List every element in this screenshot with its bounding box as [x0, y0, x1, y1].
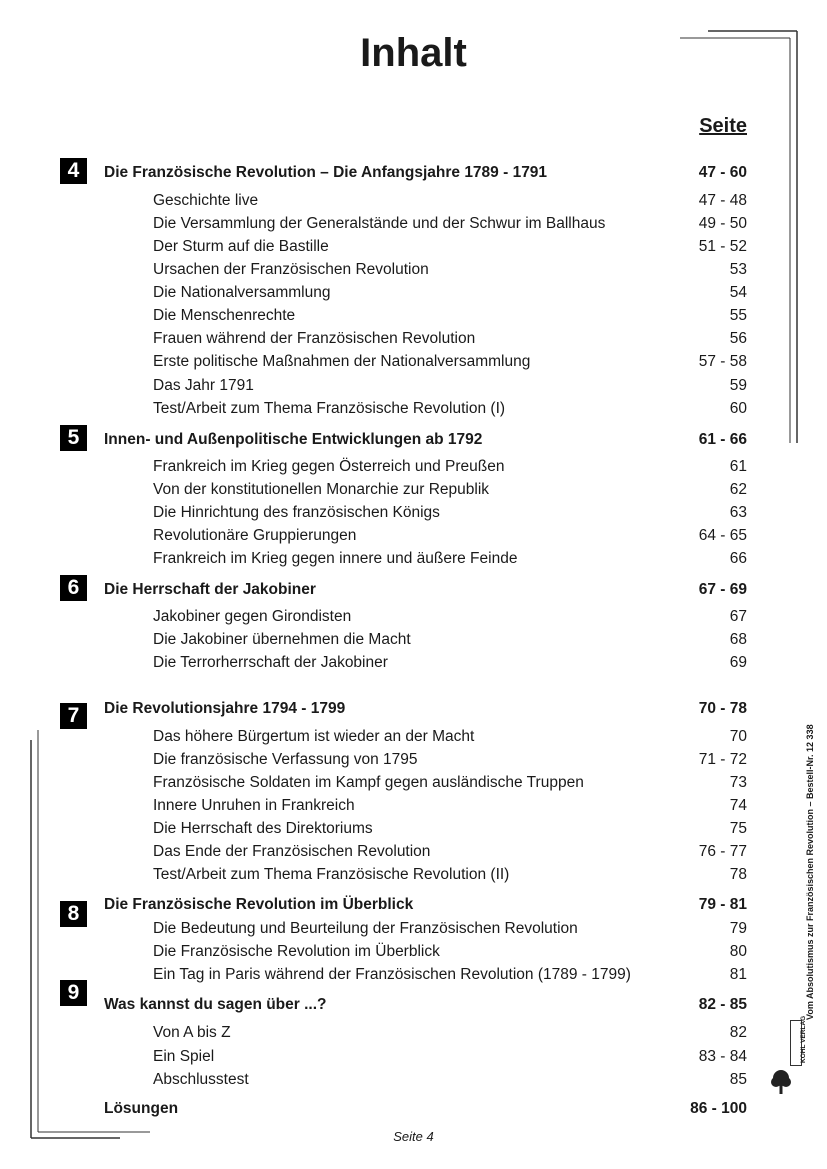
section-pages: 70 - 78: [698, 700, 747, 717]
section-title: Lösungen: [104, 1100, 179, 1117]
section-number-badge: 6: [60, 575, 87, 601]
toc-item-pages: 80: [729, 943, 747, 960]
toc-item-title: Der Sturm auf die Bastille: [153, 238, 329, 255]
toc-item-title: Französische Soldaten im Kampf gegen ausländische Truppen: [153, 774, 584, 791]
section-number-badge: 9: [60, 980, 87, 1006]
toc-item-title: Frankreich im Krieg gegen Österreich und Preußen: [153, 458, 505, 475]
section-title: Was kannst du sagen über ...?: [104, 996, 327, 1013]
section-pages: 67 - 69: [698, 581, 747, 598]
toc-item-pages: 71 - 72: [698, 751, 747, 768]
section-pages: 82 - 85: [698, 996, 747, 1013]
toc-item-title: Von der konstitutionellen Monarchie zur Republik: [153, 481, 490, 498]
toc-item-pages: 67: [729, 608, 747, 625]
toc-item-pages: 79: [729, 920, 747, 937]
toc-item-pages: 63: [729, 504, 747, 521]
toc-item-title: Das Ende der Französischen Revolution: [153, 843, 431, 860]
toc-item-title: Test/Arbeit zum Thema Französische Revolution (II): [153, 866, 510, 883]
toc-item-title: Von A bis Z: [153, 1024, 231, 1041]
toc-item-title: Die Hinrichtung des französischen Königs: [153, 504, 440, 521]
toc-item-pages: 75: [729, 820, 747, 837]
toc-item-title: Die französische Verfassung von 1795: [153, 751, 418, 768]
toc-item-pages: 62: [729, 481, 747, 498]
toc-item-title: Revolutionäre Gruppierungen: [153, 527, 357, 544]
toc-item-title: Ein Spiel: [153, 1048, 215, 1065]
tree-icon: [770, 1068, 792, 1096]
toc-item-title: Frauen während der Französischen Revolution: [153, 330, 476, 347]
page-column-header: Seite: [699, 115, 747, 137]
toc-item-title: Geschichte live: [153, 192, 259, 209]
toc-item-pages: 85: [729, 1071, 747, 1088]
toc-item-title: Die Menschenrechte: [153, 307, 296, 324]
publisher-logo: KOHL VERLAG: [800, 1015, 807, 1063]
section-title: Die Französische Revolution im Überblick: [104, 896, 414, 913]
toc-item-pages: 61: [729, 458, 747, 475]
toc-item-pages: 68: [729, 631, 747, 648]
toc-item-pages: 54: [729, 284, 747, 301]
toc-item-pages: 83 - 84: [698, 1048, 747, 1065]
toc-item-pages: 60: [729, 400, 747, 417]
toc-item-pages: 56: [729, 330, 747, 347]
section-title: Die Revolutionsjahre 1794 - 1799: [104, 700, 346, 717]
toc-item-title: Ein Tag in Paris während der Französischen Revolution (1789 - 1799): [153, 966, 631, 983]
toc-item-title: Die Herrschaft des Direktoriums: [153, 820, 373, 837]
toc-item-title: Die Nationalversammlung: [153, 284, 331, 301]
toc-item-pages: 49 - 50: [698, 215, 747, 232]
toc-item-pages: 82: [729, 1024, 747, 1041]
toc-item-pages: 55: [729, 307, 747, 324]
toc-item-pages: 59: [729, 377, 747, 394]
section-number-badge: 5: [60, 425, 87, 451]
toc-item-title: Ursachen der Französischen Revolution: [153, 261, 429, 278]
toc-item-pages: 51 - 52: [698, 238, 747, 255]
toc-item-title: Die Jakobiner übernehmen die Macht: [153, 631, 411, 648]
toc-item-title: Die Bedeutung und Beurteilung der Französischen Revolution: [153, 920, 578, 937]
section-pages: 47 - 60: [698, 164, 747, 181]
toc-item-pages: 73: [729, 774, 747, 791]
section-title: Die Herrschaft der Jakobiner: [104, 581, 316, 598]
toc-item-pages: 66: [729, 550, 747, 567]
section-number-badge: 4: [60, 158, 87, 184]
toc-item-title: Das höhere Bürgertum ist wieder an der Macht: [153, 728, 475, 745]
toc-item-title: Test/Arbeit zum Thema Französische Revolution (I): [153, 400, 506, 417]
toc-item-title: Die Terrorherrschaft der Jakobiner: [153, 654, 388, 671]
toc-item-pages: 81: [729, 966, 747, 983]
toc-item-pages: 57 - 58: [698, 353, 747, 370]
section-number-badge: 7: [60, 703, 87, 729]
section-pages: 79 - 81: [698, 896, 747, 913]
toc-item-pages: 78: [729, 866, 747, 883]
toc-item-title: Abschlusstest: [153, 1071, 249, 1088]
toc-item-pages: 64 - 65: [698, 527, 747, 544]
section-pages: 86 - 100: [690, 1100, 747, 1117]
series-order-number: Vom Absolutismus zur Französischen Revolution – Bestell-Nr. 12 338: [805, 724, 815, 1020]
toc-item-title: Das Jahr 1791: [153, 377, 254, 394]
toc-item-pages: 69: [729, 654, 747, 671]
section-title: Die Französische Revolution – Die Anfangsjahre 1789 - 1791: [104, 164, 548, 181]
toc-item-title: Die Französische Revolution im Überblick: [153, 943, 440, 960]
toc-item-pages: 70: [729, 728, 747, 745]
page-number: Seite 4: [393, 1129, 434, 1144]
toc-item-pages: 76 - 77: [698, 843, 747, 860]
toc-item-pages: 74: [729, 797, 747, 814]
section-pages: 61 - 66: [698, 431, 747, 448]
toc-item-pages: 53: [729, 261, 747, 278]
toc-item-title: Erste politische Maßnahmen der Nationalversammlung: [153, 353, 531, 370]
toc-item-title: Innere Unruhen in Frankreich: [153, 797, 355, 814]
toc-item-title: Frankreich im Krieg gegen innere und äußere Feinde: [153, 550, 518, 567]
toc-item-title: Die Versammlung der Generalstände und der Schwur im Ballhaus: [153, 215, 606, 232]
page-title: Inhalt: [360, 31, 467, 75]
section-title: Innen- und Außenpolitische Entwicklungen ab 1792: [104, 431, 483, 448]
section-number-badge: 8: [60, 901, 87, 927]
toc-item-pages: 47 - 48: [698, 192, 747, 209]
toc-item-title: Jakobiner gegen Girondisten: [153, 608, 352, 625]
